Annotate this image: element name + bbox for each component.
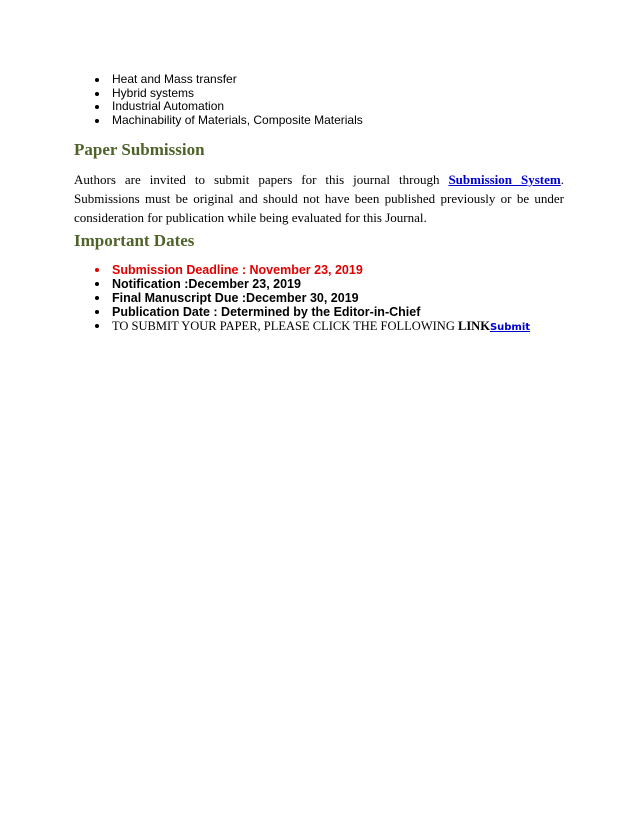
- list-item: Hybrid systems: [92, 87, 363, 101]
- topics-list: [92, 73, 363, 127]
- submission-text-intro: Authors are invited to submit papers for this journal through: [74, 172, 449, 187]
- paper-submission-heading: Paper Submission: [74, 140, 205, 159]
- submission-paragraph: [74, 170, 564, 227]
- list-item: Heat and Mass transfer: [92, 73, 363, 87]
- submit-instruction-link-word: LINK: [457, 319, 490, 333]
- submission-system-link[interactable]: Submission System: [448, 172, 561, 187]
- important-dates-heading: Important Dates: [74, 231, 195, 250]
- submission-text-rest: . Submissions must be original and should not have been published previously or be under consideration for publication while being evaluated for this Journal.: [74, 172, 564, 225]
- submit-instruction-text: TO SUBMIT YOUR PAPER, PLEASE CLICK THE FOLLOWING: [112, 319, 458, 333]
- submit-instruction-item: [92, 319, 530, 335]
- submission-deadline-item: Submission Deadline : November 23, 2019: [92, 263, 530, 277]
- publication-date-item: Publication Date : Determined by the Editor-in-Chief: [92, 305, 530, 319]
- submit-link[interactable]: Submit: [489, 322, 531, 333]
- final-manuscript-item: Final Manuscript Due :December 30, 2019: [92, 291, 530, 305]
- list-item: Industrial Automation: [92, 100, 363, 114]
- important-dates-list: [92, 263, 530, 335]
- list-item: Machinability of Materials, Composite Materials: [92, 114, 363, 128]
- notification-item: Notification :December 23, 2019: [92, 277, 530, 291]
